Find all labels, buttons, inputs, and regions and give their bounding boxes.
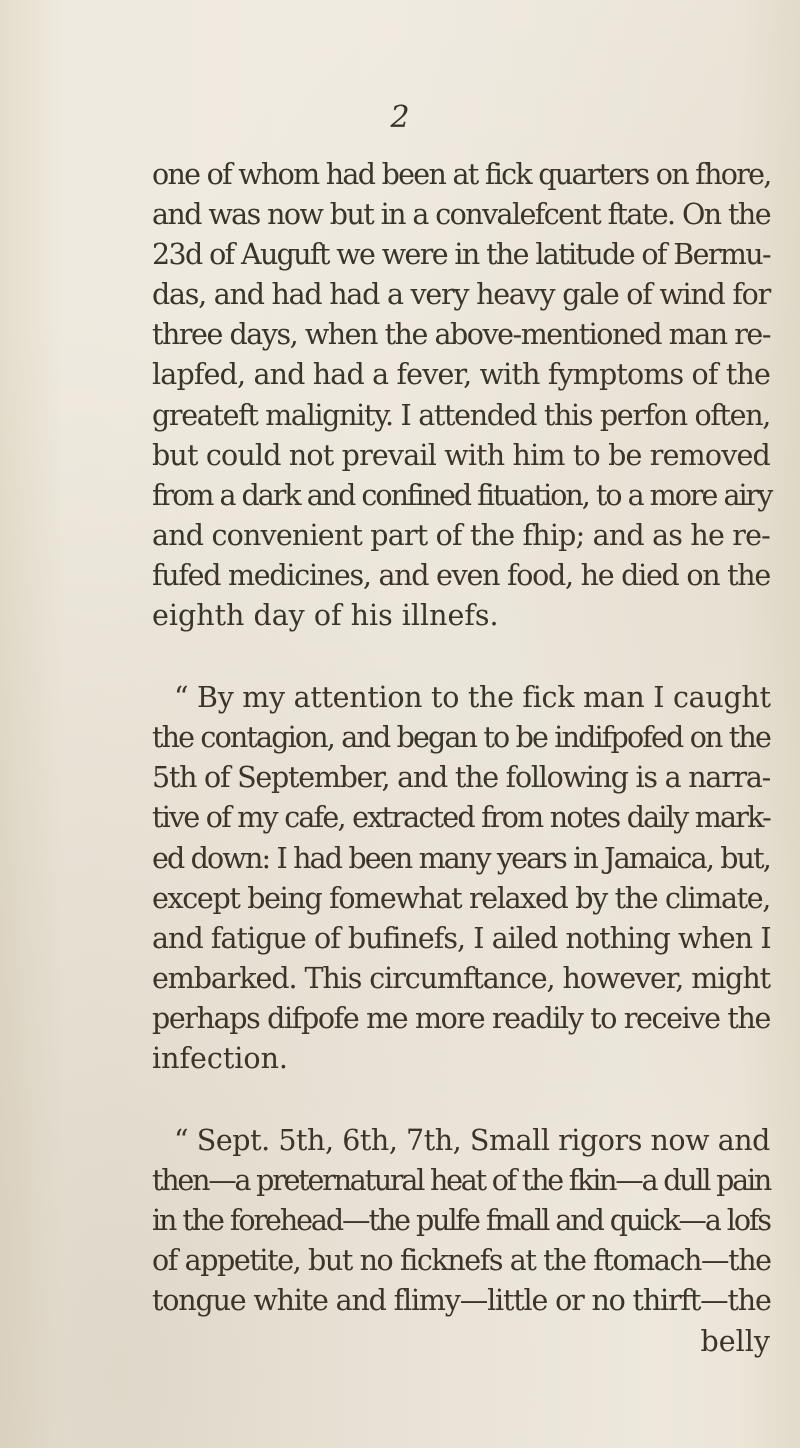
text-line: tive of my cafe, extracted from notes daily mark- [152, 801, 770, 835]
text-line: 23d of Auguft we were in the latitude of Bermu- [152, 238, 771, 272]
text-line: except being fomewhat relaxed by the climate, [152, 881, 770, 915]
paragraph-3 [152, 1121, 770, 1362]
text-line: the contagion, and began to be indifpofed on the [152, 721, 770, 755]
text-line: one of whom had been at fick quarters on fhore, [152, 158, 771, 191]
text-line: and fatigue of bufinefs, I ailed nothing when I [152, 921, 771, 955]
text-line: then—a preternatural heat of the fkin—a dull pain [152, 1164, 771, 1198]
body-text [152, 155, 770, 1362]
text-line: ed down: I had been many years in Jamaica, but, [152, 841, 771, 875]
text-line: of appetite, but no ficknefs at the ftomach—the [152, 1244, 771, 1278]
text-line: tongue white and flimy—little or no thirft—the [152, 1284, 771, 1318]
text-line: “ Sept. 5th, 6th, 7th, Small rigors now and [174, 1124, 770, 1158]
text-line: embarked. This circumftance, however, might [152, 961, 770, 995]
catchword: belly [700, 1324, 770, 1358]
text-line: das, and had had a very heavy gale of wind for [152, 278, 770, 312]
text-line: lapfed, and had a fever, with fymptoms of the [152, 358, 770, 392]
text-line: greateft malignity. I attended this perfon often, [152, 398, 770, 432]
text-line: and convenient part of the fhip; and as he re- [152, 518, 770, 552]
text-line: perhaps difpofe me more readily to receive the [152, 1001, 770, 1035]
text-line: “ By my attention to the fick man I caught [174, 681, 771, 715]
text-line: 5th of September, and the following is a narra- [152, 761, 770, 795]
paragraph-1 [152, 155, 770, 636]
text-line: eighth day of his illnefs. [152, 599, 499, 633]
paragraph-2 [152, 678, 770, 1079]
text-line: but could not prevail with him to be removed [152, 438, 770, 472]
page-number: 2 [390, 100, 410, 135]
text-line: and was now but in a convalefcent ftate. On the [152, 198, 770, 232]
text-line: fufed medicines, and even food, he died on the [152, 558, 770, 592]
text-line: from a dark and confined fituation, to a more airy [152, 478, 772, 512]
text-line: infection. [152, 1041, 288, 1075]
text-line: three days, when the above-mentioned man re- [152, 318, 771, 352]
text-line: in the forehead—the pulfe fmall and quick—a lofs [152, 1204, 771, 1238]
